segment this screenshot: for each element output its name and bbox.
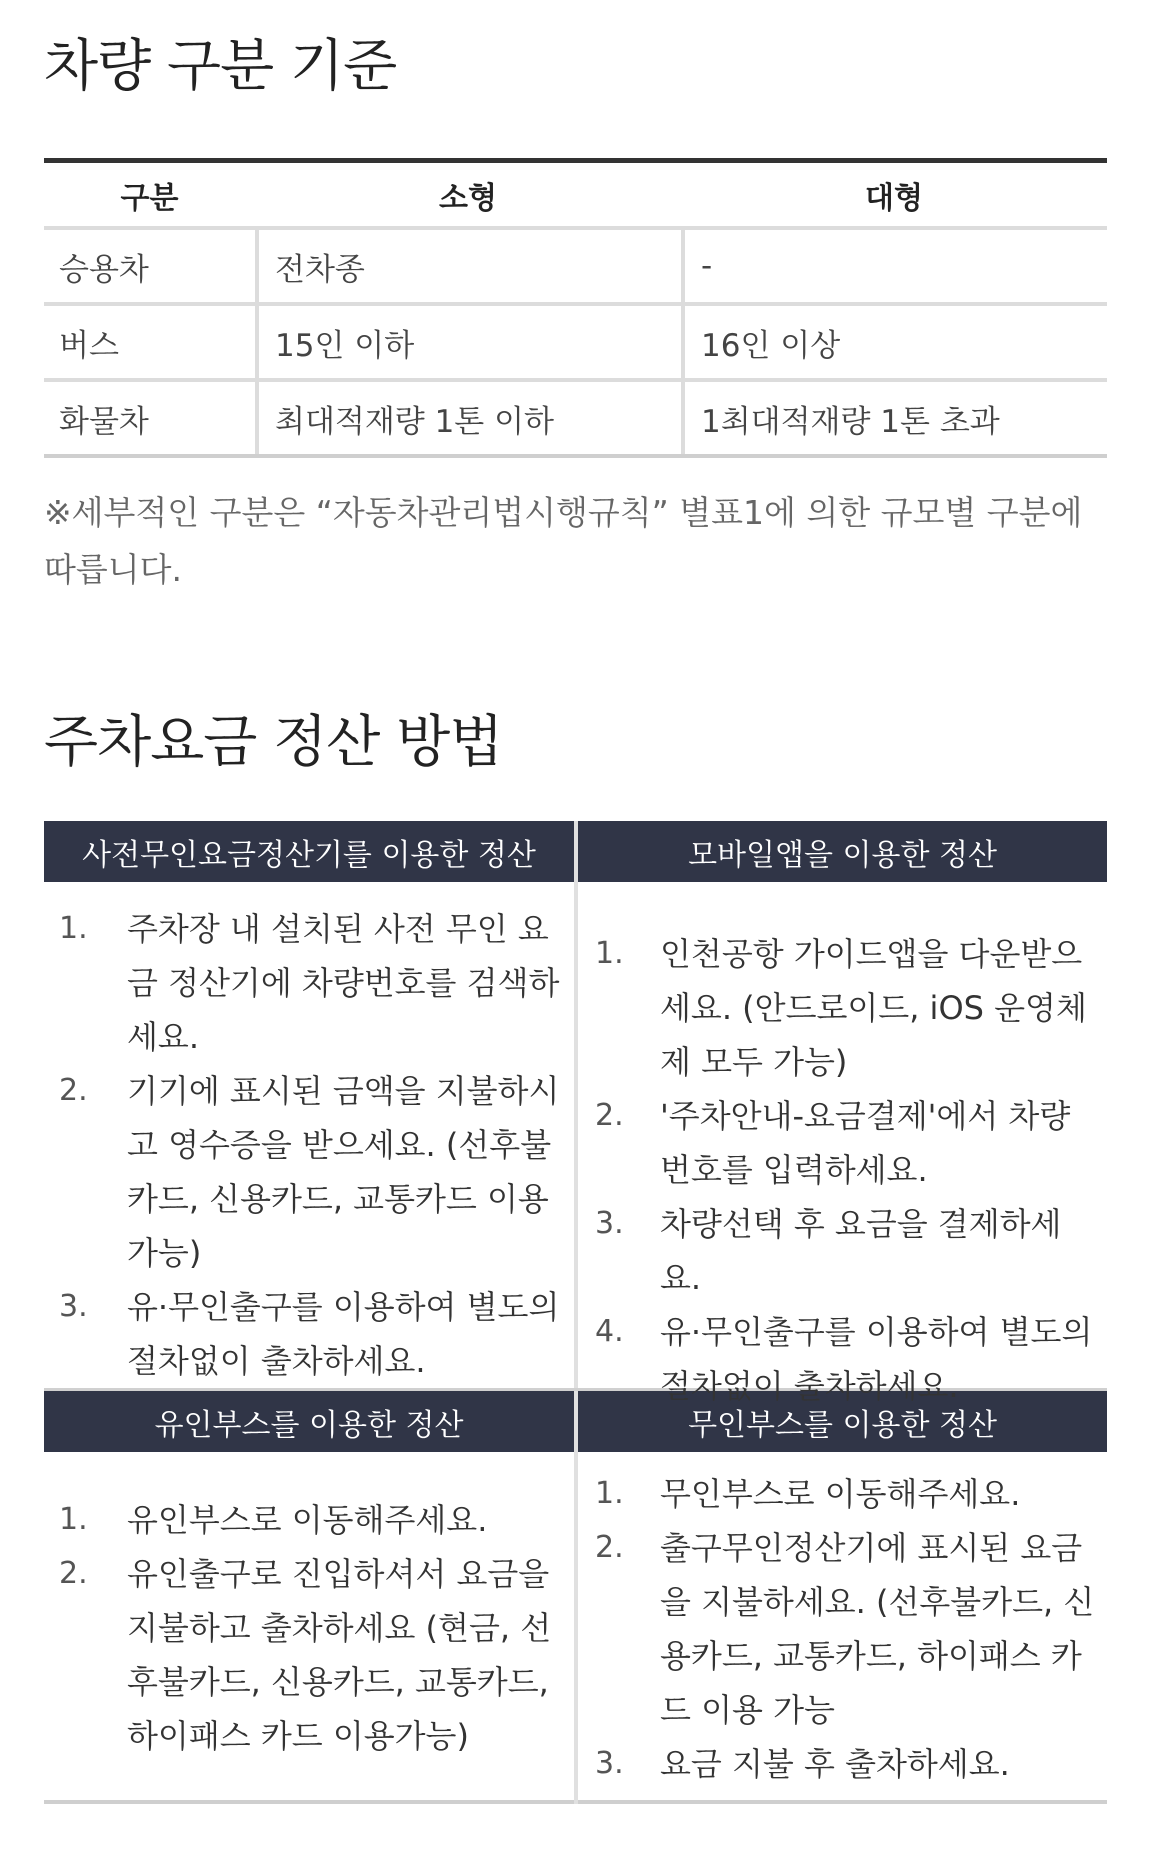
table-cell: 전차종 xyxy=(255,230,681,302)
step-text: 주차장 내 설치된 사전 무인 요금 정산기에 차량번호를 검색하세요. xyxy=(127,910,560,1056)
step-number: 2. xyxy=(595,1098,624,1133)
step-text: 출구무인정산기에 표시된 요금을 지불하세요. (선후불카드, 신용카드, 교통카드, 하이패스 카드 이용 가능 xyxy=(660,1529,1095,1729)
table-cell: 1최대적재량 1톤 초과 xyxy=(681,382,1107,454)
step-number: 3. xyxy=(595,1746,624,1781)
list-item xyxy=(44,1547,574,1763)
payment-method-unstaffed-booth xyxy=(574,1391,1107,1804)
step-text: 무인부스로 이동해주세요. xyxy=(660,1475,1021,1513)
list-item xyxy=(578,1197,1107,1305)
list-item xyxy=(578,1305,1107,1413)
classification-note: ※세부적인 구분은 “자동차관리법시행규칙” 별표1에 의한 규모별 구분에 따릅니다. xyxy=(44,493,1083,589)
payment-method-mobile-app xyxy=(574,821,1107,1405)
step-number: 3. xyxy=(595,1206,624,1241)
payment-method-kiosk xyxy=(44,821,574,1388)
method-header: 사전무인요금정산기를 이용한 정산 xyxy=(44,821,574,882)
table-header-row xyxy=(44,163,1107,230)
step-text: '주차안내-요금결제'에서 차량번호를 입력하세요. xyxy=(660,1097,1071,1189)
table-row xyxy=(44,382,1107,458)
list-item xyxy=(44,1280,574,1388)
list-item xyxy=(44,1493,574,1547)
list-item xyxy=(578,927,1107,1089)
table-row xyxy=(44,230,1107,306)
step-list xyxy=(578,1467,1107,1791)
list-item xyxy=(578,1521,1107,1737)
column-header-category: 구분 xyxy=(120,180,179,216)
payment-methods-title: 주차요금 정산 방법 xyxy=(44,710,503,775)
row-label: 승용차 xyxy=(59,251,149,288)
step-text: 유인부스로 이동해주세요. xyxy=(127,1501,488,1539)
step-number: 2. xyxy=(595,1530,624,1565)
vehicle-classification-table xyxy=(44,158,1107,458)
step-number: 2. xyxy=(59,1073,88,1108)
step-text: 유인출구로 진입하셔서 요금을 지불하고 출차하세요 (현금, 선후불카드, 신용카드, 교통카드, 하이패스 카드 이용가능) xyxy=(127,1555,552,1755)
step-text: 기기에 표시된 금액을 지불하시고 영수증을 받으세요. (선후불카드, 신용카드, 교통카드 이용 가능) xyxy=(127,1072,560,1272)
list-item xyxy=(44,1064,574,1280)
table-cell: 최대적재량 1톤 이하 xyxy=(255,382,681,454)
step-number: 3. xyxy=(59,1289,88,1324)
method-header: 모바일앱을 이용한 정산 xyxy=(578,821,1107,882)
step-number: 1. xyxy=(595,936,624,971)
list-item xyxy=(578,1737,1107,1791)
payment-methods-grid xyxy=(44,821,1107,1804)
step-text: 인천공항 가이드앱을 다운받으세요. (안드로이드, iOS 운영체제 모두 가능) xyxy=(660,935,1087,1081)
step-text: 차량선택 후 요금을 결제하세요. xyxy=(660,1205,1062,1297)
step-text: 유·무인출구를 이용하여 별도의 절차없이 출차하세요. xyxy=(660,1313,1093,1405)
row-label: 버스 xyxy=(59,327,119,364)
step-list xyxy=(578,927,1107,1413)
list-item xyxy=(44,902,574,1064)
payment-methods-row xyxy=(44,1391,1107,1804)
column-header-small: 소형 xyxy=(439,180,497,216)
step-list xyxy=(44,1493,574,1763)
column-header-large: 대형 xyxy=(865,180,923,216)
payment-method-staffed-booth xyxy=(44,1391,574,1804)
row-label: 화물차 xyxy=(59,403,149,440)
step-text: 유·무인출구를 이용하여 별도의 절차없이 출차하세요. xyxy=(127,1288,560,1380)
table-cell: 16인 이상 xyxy=(681,306,1107,378)
table-cell: 15인 이하 xyxy=(255,306,681,378)
step-number: 4. xyxy=(595,1314,624,1349)
table-row xyxy=(44,306,1107,382)
step-text: 요금 지불 후 출차하세요. xyxy=(660,1745,1010,1783)
list-item xyxy=(578,1089,1107,1197)
step-number: 1. xyxy=(595,1476,624,1511)
list-item xyxy=(578,1467,1107,1521)
method-header: 무인부스를 이용한 정산 xyxy=(578,1391,1107,1452)
table-cell: - xyxy=(681,230,1107,302)
vehicle-classification-title: 차량 구분 기준 xyxy=(44,34,397,99)
step-list xyxy=(44,902,574,1388)
step-number: 1. xyxy=(59,911,88,946)
step-number: 2. xyxy=(59,1556,88,1591)
step-number: 1. xyxy=(59,1502,88,1537)
method-header: 유인부스를 이용한 정산 xyxy=(44,1391,574,1452)
payment-methods-row xyxy=(44,821,1107,1405)
